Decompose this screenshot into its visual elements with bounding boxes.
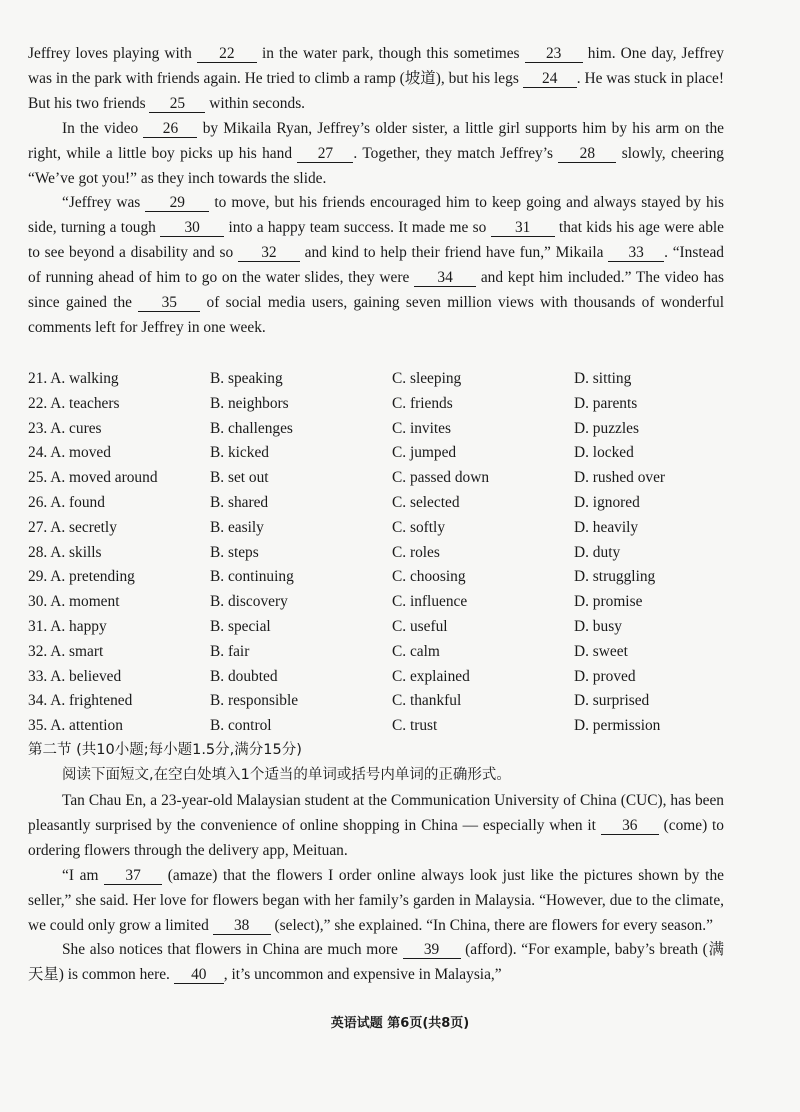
passage-paragraph-5: “I am 37 (amaze) that the flowers I order online always look just like the pictures shown by the seller,” she said. Her love for flowers began with her family’s garden in Malaysia. “However, due to the climate, we could only grow a limited 38 (select),” she explained. “In China, there are flowers for every season.”: [28, 866, 724, 934]
passage-paragraph-6: She also notices that flowers in China are much more 39 (afford). “For example, baby’s breath (满天星) is common here. 40 , it’s uncommon and expensive in Malaysia,”: [28, 941, 724, 984]
option-row: 25. A. moved around B. set out C. passed down D. rushed over: [28, 469, 666, 487]
blank-24: 24: [523, 70, 577, 88]
page-footer: 英语试题 第6页(共8页): [330, 1016, 470, 1031]
option-row: 32. A. smart B. fair C. calm D. sweet: [28, 642, 628, 660]
option-row: 24. A. moved B. kicked C. jumped D. locked: [28, 444, 634, 462]
option-row: 28. A. skills B. steps C. roles D. duty: [28, 543, 621, 561]
passage-paragraph-2: In the video 26 by Mikaila Ryan, Jeffrey’s older sister, a little girl supports him by his arm on the right, while a little boy picks up his hand 27 . Together, they match Jeffrey’s 28 slowly, cheering “We’ve got you!” as they inch towards the slide.: [28, 119, 725, 187]
blank-28: 28: [558, 145, 616, 163]
cloze-passage: [28, 42, 724, 341]
blank-40: 40: [174, 966, 224, 984]
blank-35: 35: [138, 294, 200, 312]
blank-38: 38: [213, 917, 271, 935]
blank-26: 26: [143, 120, 197, 138]
option-row: 23. A. cures B. challenges C. invites D. puzzles: [28, 419, 639, 437]
blank-36: 36: [601, 817, 659, 835]
blank-22: 22: [197, 45, 257, 63]
blank-31: 31: [491, 219, 555, 237]
option-row: 35. A. attention B. control C. trust D. permission: [28, 717, 661, 735]
passage-paragraph-1: Jeffrey loves playing with 22 in the water park, though this sometimes 23 him. One day, Jeffrey was in the park with friends again. He tried to climb a ramp (坡道), but his legs 24 . He was stuck in place! But his two friends 25 within seconds.: [28, 45, 725, 112]
blank-39: 39: [403, 941, 461, 959]
option-row: 34. A. frightened B. responsible C. thankful D. surprised: [28, 692, 650, 710]
answer-options: [28, 367, 748, 739]
passage-paragraph-3: “Jeffrey was 29 to move, but his friends encouraged him to keep going and always stayed by his side, turning a tough 30 into a happy team success. It made me so 31 that kids his age were able to see beyond a disability and so 32 and kind to help their friend have fun,” Mikaila 33 . “Instead of running ahead of him to go on the water slides, they were 34 and kept him included.” The video has since gained the 35 of social media users, gaining seven million views with thousands of wonderful comments left for Jeffrey in one week.: [28, 194, 725, 336]
blank-33: 33: [608, 244, 664, 262]
option-row: 21. A. walking B. speaking C. sleeping D. sitting: [28, 370, 632, 387]
option-row: 26. A. found B. shared C. selected D. ignored: [28, 493, 640, 511]
option-row: 29. A. pretending B. continuing C. choosing D. struggling: [28, 568, 656, 586]
passage-paragraph-4: Tan Chau En, a 23-year-old Malaysian student at the Communication University of China (CUC), has been pleasantly surprised by the convenience of online shopping in China — especially when it 36 (come) to ordering flowers through the delivery app, Meituan.: [28, 792, 725, 859]
option-row: 31. A. happy B. special C. useful D. busy: [28, 617, 622, 635]
blank-27: 27: [297, 145, 353, 163]
option-row: 27. A. secretly B. easily C. softly D. heavily: [28, 518, 639, 536]
option-row: 33. A. believed B. doubted C. explained D. proved: [28, 667, 636, 685]
blank-23: 23: [525, 45, 583, 63]
blank-25: 25: [149, 95, 205, 113]
blank-29: 29: [145, 194, 209, 212]
section-heading: 第二节 (共10小题;每小题1.5分,满分15分): [28, 742, 302, 758]
grammar-passage: [28, 789, 724, 988]
section-instruction: 阅读下面短文,在空白处填入1个适当的单词或括号内单词的正确形式。: [62, 767, 511, 783]
blank-37: 37: [104, 867, 162, 885]
blank-32: 32: [238, 244, 300, 262]
option-row: 22. A. teachers B. neighbors C. friends D. parents: [28, 394, 638, 412]
blank-30: 30: [160, 219, 224, 237]
option-row: 30. A. moment B. discovery C. influence D. promise: [28, 593, 643, 611]
blank-34: 34: [414, 269, 476, 287]
